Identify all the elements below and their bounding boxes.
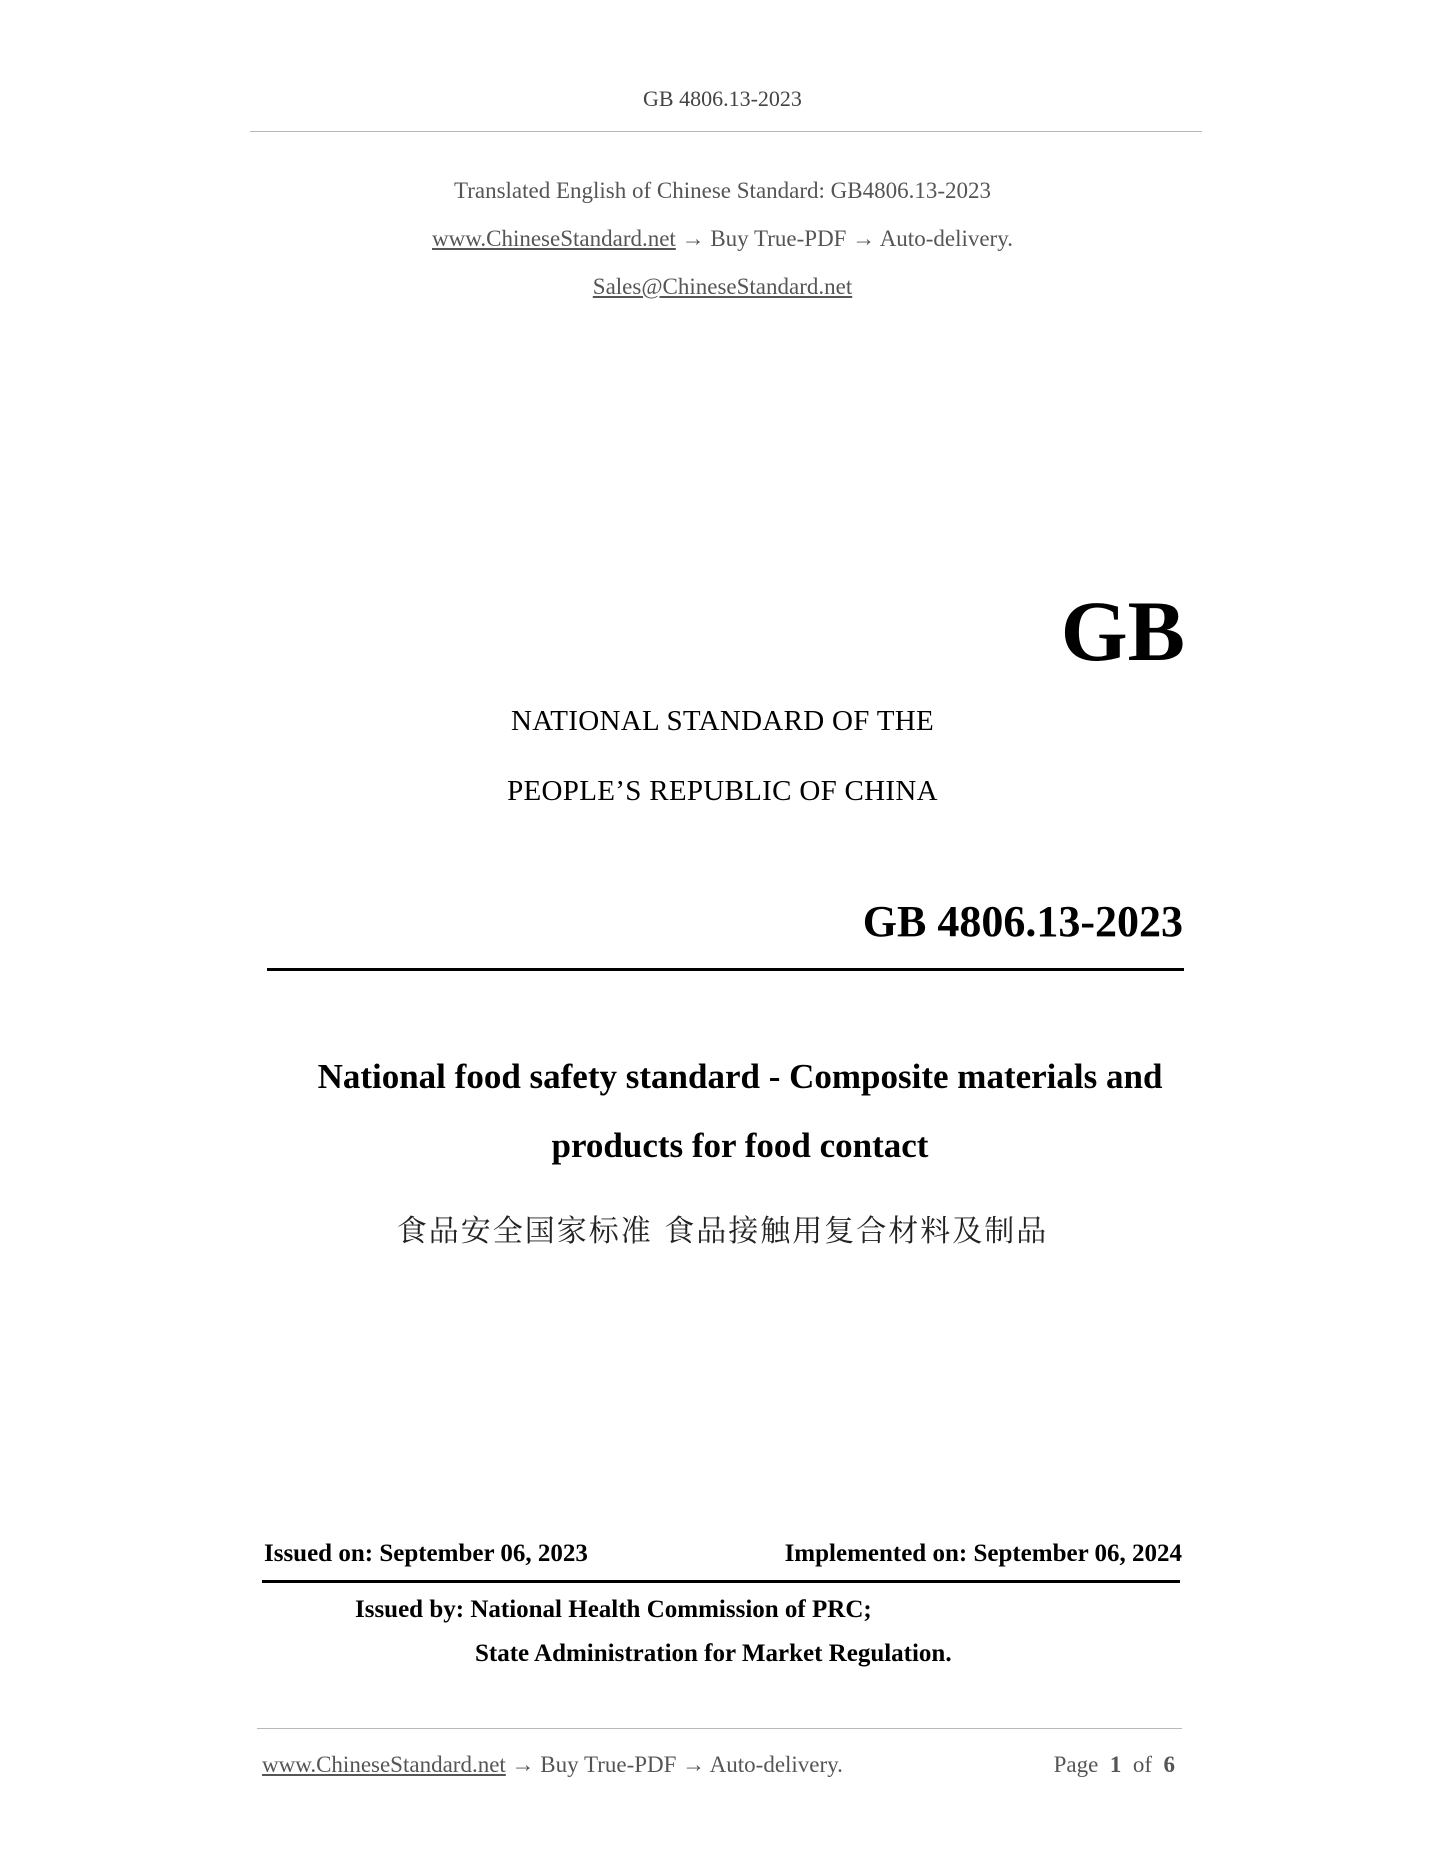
title-en-line-1: National food safety standard - Composite materials and — [317, 1057, 1163, 1096]
footer-promo-rest: → Buy True-PDF → Auto-delivery. — [505, 1752, 843, 1777]
footer-promo — [262, 1752, 843, 1778]
issued-date: Issued on: September 06, 2023 — [264, 1540, 588, 1567]
document-title-zh: 食品安全国家标准 食品接触用复合材料及制品 — [396, 1214, 1049, 1249]
page-of: of — [1132, 1752, 1152, 1777]
standard-number-rule — [267, 968, 1184, 971]
national-standard-line-1: NATIONAL STANDARD OF THE — [511, 705, 934, 737]
promo-line-2-rest: → Buy True-PDF → Auto-delivery. — [675, 226, 1013, 251]
national-standard-line-2: PEOPLE’S REPUBLIC OF CHINA — [507, 775, 938, 807]
standard-number: GB 4806.13-2023 — [862, 897, 1183, 946]
footer-divider — [257, 1728, 1182, 1729]
page-label: Page — [1053, 1752, 1099, 1777]
running-header: GB 4806.13-2023 — [643, 86, 802, 111]
dates-rule — [262, 1580, 1180, 1583]
document-title-en — [300, 1042, 1180, 1180]
page-current: 1 — [1109, 1752, 1122, 1777]
gb-mark: GB — [1060, 583, 1185, 679]
page-indicator — [1054, 1752, 1175, 1778]
promo-line-3 — [0, 274, 1445, 300]
email-link[interactable]: Sales@ChineseStandard.net — [592, 274, 853, 299]
footer-site-link[interactable]: www.ChineseStandard.net — [262, 1752, 506, 1777]
header-divider — [250, 131, 1202, 132]
issuer-line-1: Issued by: National Health Commission of PRC; — [355, 1596, 872, 1623]
site-link[interactable]: www.ChineseStandard.net — [432, 226, 676, 251]
page-total: 6 — [1163, 1752, 1175, 1777]
issuer-line-2: State Administration for Market Regulation. — [475, 1640, 952, 1667]
promo-line-2 — [0, 226, 1445, 252]
title-en-line-2: products for food contact — [551, 1126, 929, 1165]
promo-line-1: Translated English of Chinese Standard: GB4806.13-2023 — [453, 178, 992, 203]
implemented-date: Implemented on: September 06, 2024 — [784, 1540, 1182, 1567]
